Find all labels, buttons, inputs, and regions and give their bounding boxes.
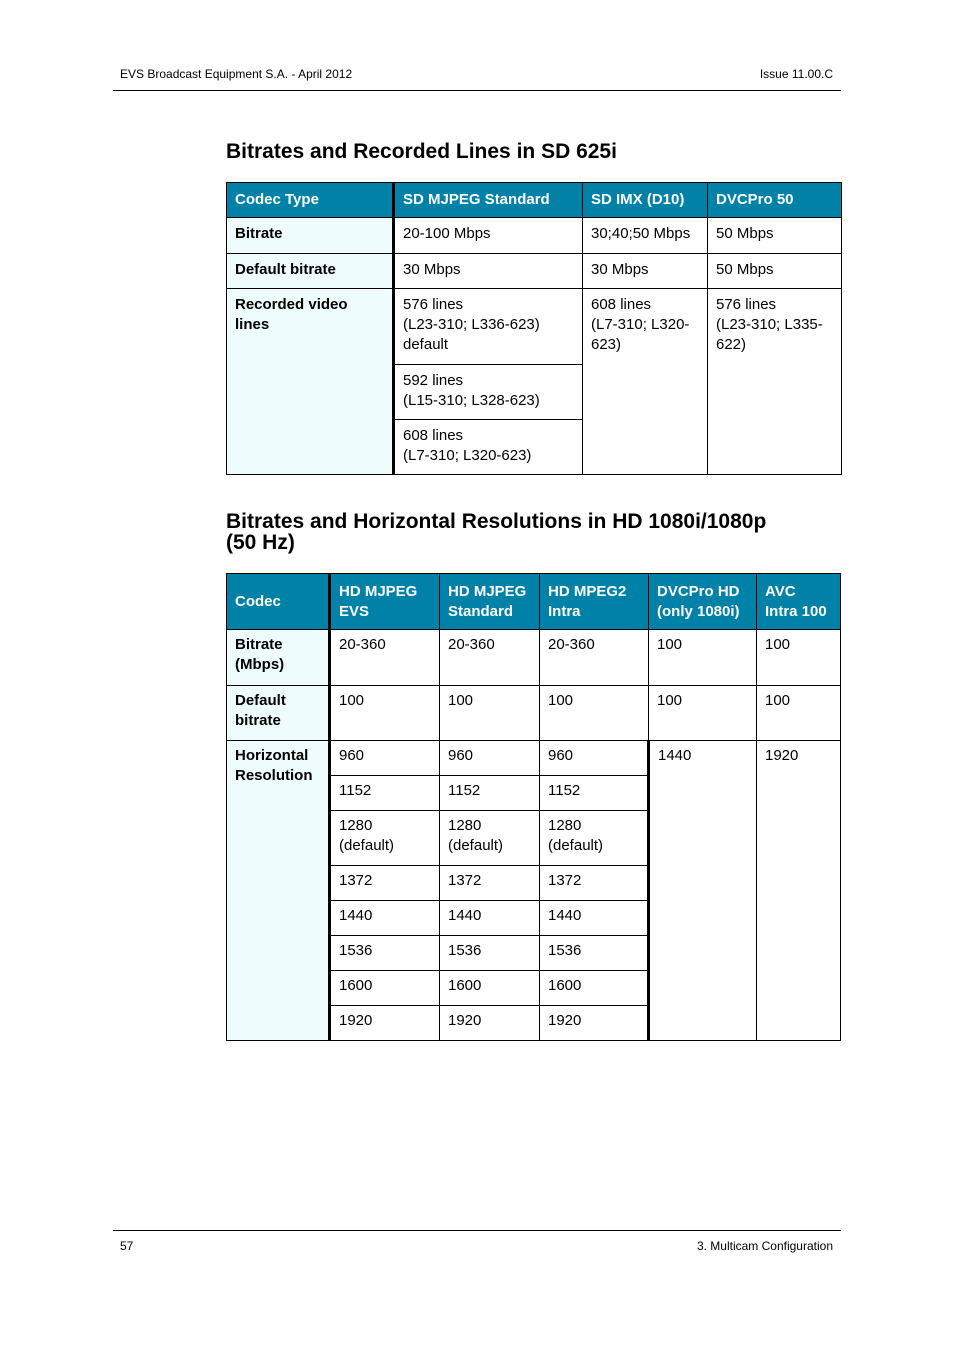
header-cell: SD MJPEG Standard bbox=[394, 183, 583, 218]
table-cell: 1152 bbox=[540, 776, 649, 811]
table-cell: 960 bbox=[540, 741, 649, 776]
row-label: Default bitrate bbox=[227, 254, 394, 289]
table-cell: 1372 bbox=[330, 866, 440, 901]
row-label: Bitrate bbox=[227, 218, 394, 254]
table-header-row bbox=[227, 183, 842, 218]
table-cell: 20-360 bbox=[540, 630, 649, 686]
table-cell: 1280 (default) bbox=[440, 811, 540, 866]
table-row bbox=[227, 741, 841, 776]
table-cell: 100 bbox=[757, 686, 841, 741]
table-cell: 20-360 bbox=[330, 630, 440, 686]
table-cell: 30 Mbps bbox=[583, 254, 708, 289]
table-cell: 100 bbox=[649, 686, 757, 741]
table-cell: 608 lines (L7-310; L320- 623) bbox=[583, 289, 708, 475]
table-cell: 100 bbox=[649, 630, 757, 686]
table-cell: 1920 bbox=[330, 1006, 440, 1041]
table-cell: 576 lines (L23-310; L336-623) default bbox=[394, 289, 583, 365]
header-cell: DVCPro HD (only 1080i) bbox=[649, 574, 757, 630]
table-cell: 960 bbox=[330, 741, 440, 776]
table-header-row bbox=[227, 574, 841, 630]
header-cell: Codec bbox=[227, 574, 330, 630]
header-issue: Issue 11.00.C bbox=[759, 67, 833, 81]
table-cell: 1536 bbox=[330, 936, 440, 971]
table-cell: 576 lines (L23-310; L335- 622) bbox=[708, 289, 842, 475]
page-number: 57 bbox=[120, 1239, 134, 1253]
table-cell: 1440 bbox=[649, 741, 757, 1041]
table-cell: 1920 bbox=[540, 1006, 649, 1041]
header-cell: DVCPro 50 bbox=[708, 183, 842, 218]
table-cell: 1372 bbox=[540, 866, 649, 901]
table-row bbox=[227, 254, 842, 289]
table-cell: 50 Mbps bbox=[708, 254, 842, 289]
page-footer bbox=[113, 1230, 841, 1260]
header-cell: SD IMX (D10) bbox=[583, 183, 708, 218]
table-cell: 20-360 bbox=[440, 630, 540, 686]
table-cell: 1440 bbox=[330, 901, 440, 936]
chapter-title: 3. Multicam Configuration bbox=[696, 1239, 833, 1253]
table-cell: 1372 bbox=[440, 866, 540, 901]
page-header bbox=[113, 60, 841, 91]
table-cell: 1600 bbox=[440, 971, 540, 1006]
table-cell: 1536 bbox=[540, 936, 649, 971]
table-row bbox=[227, 289, 842, 365]
table-cell: 1280 (default) bbox=[330, 811, 440, 866]
table-cell: 30;40;50 Mbps bbox=[583, 218, 708, 254]
table-cell: 592 lines (L15-310; L328-623) bbox=[394, 365, 583, 420]
table-cell: 100 bbox=[540, 686, 649, 741]
row-label: Bitrate (Mbps) bbox=[227, 630, 330, 686]
row-label: Horizontal Resolution bbox=[227, 741, 330, 1041]
table-cell: 30 Mbps bbox=[394, 254, 583, 289]
table-cell: 100 bbox=[757, 630, 841, 686]
header-cell: Codec Type bbox=[227, 183, 394, 218]
table-sd-bitrates bbox=[226, 182, 842, 475]
table-cell: 1280 (default) bbox=[540, 811, 649, 866]
table-row bbox=[227, 630, 841, 686]
table-cell: 100 bbox=[330, 686, 440, 741]
header-cell: HD MJPEG Standard bbox=[440, 574, 540, 630]
header-cell: HD MJPEG EVS bbox=[330, 574, 440, 630]
table-cell: 960 bbox=[440, 741, 540, 776]
table-hd-bitrates bbox=[226, 573, 841, 1041]
table-cell: 1600 bbox=[540, 971, 649, 1006]
table-cell: 1536 bbox=[440, 936, 540, 971]
table-cell: 1920 bbox=[757, 741, 841, 1041]
table-cell: 1440 bbox=[440, 901, 540, 936]
section-title-sd: Bitrates and Recorded Lines in SD 625i bbox=[226, 140, 617, 163]
row-label: Recorded video lines bbox=[227, 289, 394, 475]
table-cell: 1600 bbox=[330, 971, 440, 1006]
table-cell: 608 lines (L7-310; L320-623) bbox=[394, 420, 583, 475]
table-cell: 1152 bbox=[440, 776, 540, 811]
table-cell: 1920 bbox=[440, 1006, 540, 1041]
table-cell: 100 bbox=[440, 686, 540, 741]
table-row bbox=[227, 686, 841, 741]
header-publisher: EVS Broadcast Equipment S.A. - April 2012 bbox=[120, 67, 353, 81]
row-label: Default bitrate bbox=[227, 686, 330, 741]
table-row bbox=[227, 218, 842, 254]
header-cell: HD MPEG2 Intra bbox=[540, 574, 649, 630]
table-cell: 1152 bbox=[330, 776, 440, 811]
section-title-hd: Bitrates and Horizontal Resolutions in HD 1080i/1080p (50 Hz) bbox=[226, 510, 767, 554]
table-cell: 20-100 Mbps bbox=[394, 218, 583, 254]
header-cell: AVC Intra 100 bbox=[757, 574, 841, 630]
table-cell: 50 Mbps bbox=[708, 218, 842, 254]
table-cell: 1440 bbox=[540, 901, 649, 936]
